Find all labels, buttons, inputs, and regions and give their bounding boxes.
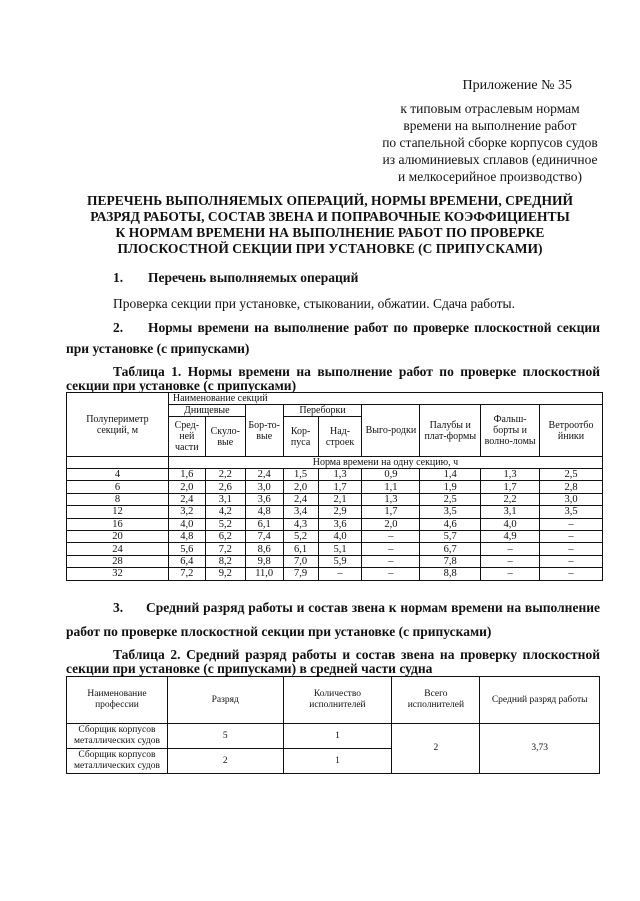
- header-middle: Сред-ней части: [168, 417, 205, 457]
- norm-cell: 8,6: [245, 543, 283, 555]
- crew-table: [66, 676, 600, 774]
- norm-cell: 1,7: [318, 481, 362, 493]
- subtitle-line: к типовым отраслевым нормам: [400, 101, 580, 116]
- header-grade: Разряд: [167, 677, 283, 724]
- norm-cell: 2,4: [245, 469, 283, 481]
- norm-cell: 7,2: [205, 543, 245, 555]
- norm-cell: 2,1: [318, 493, 362, 505]
- norm-cell: 5,2: [283, 530, 318, 542]
- norm-cell: 5,7: [420, 530, 481, 542]
- norm-cell: –: [318, 568, 362, 580]
- norm-cell: –: [540, 518, 603, 530]
- document-title: [60, 193, 600, 257]
- perimeter-cell: 4: [67, 469, 169, 481]
- norm-cell: 2,4: [283, 493, 318, 505]
- table-row: [67, 555, 603, 567]
- norm-cell: 1,1: [362, 481, 420, 493]
- norm-cell: 2,8: [540, 481, 603, 493]
- subtitle-line: из алюминиевых сплавов (единичное: [382, 152, 598, 167]
- norm-cell: 3,5: [420, 506, 481, 518]
- header-enclosures: Выго-родки: [362, 405, 420, 457]
- norm-cell: 8,8: [420, 568, 481, 580]
- table-row: [67, 543, 603, 555]
- table-row: [67, 518, 603, 530]
- section1-number: 1.: [113, 270, 124, 285]
- perimeter-cell: 32: [67, 568, 169, 580]
- norm-cell: 4,8: [245, 506, 283, 518]
- perimeter-cell: 24: [67, 543, 169, 555]
- header-bottom: Днищевые: [168, 405, 245, 417]
- header-avg-grade: Средний разряд работы: [480, 677, 600, 724]
- profession-cell: Сборщик корпусов металлических судов: [67, 724, 168, 749]
- table-row: [67, 568, 603, 580]
- norm-cell: 1,5: [283, 469, 318, 481]
- grade-cell: 2: [167, 749, 283, 774]
- subtitle-line: и мелкосерийное производство): [398, 169, 582, 184]
- norms-table: [66, 392, 603, 581]
- section3-heading: Средний разряд работы и состав звена к нормам времени на выполнение: [146, 600, 600, 615]
- norm-cell: 6,7: [420, 543, 481, 555]
- norm-cell: 3,6: [245, 493, 283, 505]
- header-bilge: Скуло-вые: [205, 417, 245, 457]
- norm-cell: 4,2: [205, 506, 245, 518]
- norm-cell: 3,0: [245, 481, 283, 493]
- header-profession: Наименование профессии: [67, 677, 168, 724]
- norm-cell: 3,1: [205, 493, 245, 505]
- header-count: Количество исполнителей: [283, 677, 392, 724]
- perimeter-cell: 8: [67, 493, 169, 505]
- norm-cell: –: [481, 543, 540, 555]
- subtitle-line: по стапельной сборке корпусов судов: [382, 135, 598, 150]
- norm-cell: 2,0: [362, 518, 420, 530]
- norm-cell: 6,4: [168, 555, 205, 567]
- table-row: [67, 493, 603, 505]
- norm-cell: 1,3: [318, 469, 362, 481]
- norm-cell: 1,3: [362, 493, 420, 505]
- norm-cell: 11,0: [245, 568, 283, 580]
- norm-cell: 6,2: [205, 530, 245, 542]
- header-decks: Палубы и плат-формы: [420, 405, 481, 457]
- norm-cell: 4,8: [168, 530, 205, 542]
- norm-cell: 1,7: [362, 506, 420, 518]
- norm-cell: 1,7: [481, 481, 540, 493]
- norm-cell: 5,2: [205, 518, 245, 530]
- table2-caption: Таблица 2. Средний разряд работы и состав звена на проверку плоскостной: [113, 647, 600, 662]
- norm-cell: –: [362, 543, 420, 555]
- header-perimeter: Полупериметр секций, м: [67, 393, 169, 457]
- table1-caption: Таблица 1. Нормы времени на выполнение работ по проверке плоскостной: [113, 364, 600, 379]
- norm-cell: 2,2: [481, 493, 540, 505]
- norm-cell: 2,5: [420, 493, 481, 505]
- norm-cell: 2,6: [205, 481, 245, 493]
- norm-cell: –: [362, 568, 420, 580]
- norm-cell: 2,4: [168, 493, 205, 505]
- norm-cell: 3,6: [318, 518, 362, 530]
- perimeter-cell: 28: [67, 555, 169, 567]
- header-section-names: Наименование секций: [168, 393, 602, 405]
- section3-number: 3.: [113, 600, 124, 615]
- norm-cell: –: [481, 555, 540, 567]
- total-cell: 2: [392, 724, 480, 774]
- perimeter-cell: 6: [67, 481, 169, 493]
- title-line: ПЛОСКОСТНОЙ СЕКЦИИ ПРИ УСТАНОВКЕ (С ПРИПУСКАМИ): [117, 241, 543, 256]
- norm-cell: 9,2: [205, 568, 245, 580]
- norm-cell: 2,5: [540, 469, 603, 481]
- norm-cell: 1,9: [420, 481, 481, 493]
- header-windscreens: Ветроотбо йники: [540, 405, 603, 457]
- norm-cell: 3,0: [540, 493, 603, 505]
- norm-cell: –: [540, 555, 603, 567]
- norm-cell: 2,2: [205, 469, 245, 481]
- title-line: К НОРМАМ ВРЕМЕНИ НА ВЫПОЛНЕНИЕ РАБОТ ПО ПРОВЕРКЕ: [115, 225, 545, 240]
- profession-cell: Сборщик корпусов металлических судов: [67, 749, 168, 774]
- appendix-number: Приложение № 35: [462, 78, 572, 93]
- table-row: [67, 530, 603, 542]
- norm-cell: 0,9: [362, 469, 420, 481]
- section1-heading: Перечень выполняемых операций: [148, 270, 359, 285]
- perimeter-cell: 12: [67, 506, 169, 518]
- norm-cell: 4,3: [283, 518, 318, 530]
- norm-cell: –: [481, 568, 540, 580]
- table-row: [67, 724, 600, 749]
- norm-cell: 7,9: [283, 568, 318, 580]
- table-row: [67, 481, 603, 493]
- norm-cell: 3,5: [540, 506, 603, 518]
- section1-text: Проверка секции при установке, стыковании, обжатии. Сдача работы.: [113, 296, 516, 311]
- norm-cell: 4,0: [481, 518, 540, 530]
- header-total: Всего исполнителей: [392, 677, 480, 724]
- grade-cell: 5: [167, 724, 283, 749]
- norm-cell: 1,4: [420, 469, 481, 481]
- perimeter-cell: 20: [67, 530, 169, 542]
- title-line: ПЕРЕЧЕНЬ ВЫПОЛНЯЕМЫХ ОПЕРАЦИЙ, НОРМЫ ВРЕМЕНИ, СРЕДНИЙ: [87, 193, 573, 208]
- norm-cell: 9,8: [245, 555, 283, 567]
- norm-cell: 8,2: [205, 555, 245, 567]
- norm-cell: 2,0: [168, 481, 205, 493]
- section2-number: 2.: [113, 320, 124, 335]
- norm-cell: –: [540, 543, 603, 555]
- norm-cell: 1,3: [481, 469, 540, 481]
- norm-cell: 6,1: [283, 543, 318, 555]
- norm-cell: 3,4: [283, 506, 318, 518]
- section2-heading-cont: при установке (с припусками): [66, 341, 250, 356]
- section2-heading: Нормы времени на выполнение работ по проверке плоскостной секции: [148, 320, 600, 335]
- norm-cell: 5,6: [168, 543, 205, 555]
- table-row: [67, 469, 603, 481]
- appendix-subtitle: [372, 100, 608, 185]
- norm-cell: 5,9: [318, 555, 362, 567]
- norm-cell: –: [540, 568, 603, 580]
- norm-cell: –: [362, 555, 420, 567]
- count-cell: 1: [283, 724, 392, 749]
- norm-cell: 4,0: [318, 530, 362, 542]
- norm-cell: 7,4: [245, 530, 283, 542]
- norm-cell: 7,0: [283, 555, 318, 567]
- header-hull: Кор-пуса: [283, 417, 318, 457]
- norm-cell: 2,9: [318, 506, 362, 518]
- table2-caption-cont: секции при установке (с припусками) в средней части судна: [66, 661, 433, 676]
- norm-cell: 4,6: [420, 518, 481, 530]
- norm-cell: –: [362, 530, 420, 542]
- section3-heading-cont: работ по проверке плоскостной секции при установке (с припусками): [66, 624, 492, 639]
- subtitle-line: времени на выполнение работ: [403, 118, 577, 133]
- table1-caption-cont: секции при установке (с припусками): [66, 378, 297, 393]
- header-side: Бор-то-вые: [245, 405, 283, 457]
- norm-cell: 6,1: [245, 518, 283, 530]
- norm-cell: 3,2: [168, 506, 205, 518]
- header-bulwarks: Фальш-борты и волно-ломы: [481, 405, 540, 457]
- norm-cell: 2,0: [283, 481, 318, 493]
- avg-grade-cell: 3,73: [480, 724, 600, 774]
- norm-cell: 4,0: [168, 518, 205, 530]
- norm-cell: 7,8: [420, 555, 481, 567]
- count-cell: 1: [283, 749, 392, 774]
- norm-cell: 4,9: [481, 530, 540, 542]
- title-line: РАЗРЯД РАБОТЫ, СОСТАВ ЗВЕНА И ПОПРАВОЧНЫЕ КОЭФФИЦИЕНТЫ: [90, 209, 570, 224]
- norm-cell: 1,6: [168, 469, 205, 481]
- table-row: [67, 506, 603, 518]
- norm-cell: –: [540, 530, 603, 542]
- header-superstructure: Над-строек: [318, 417, 362, 457]
- header-norm: Норма времени на одну секцию, ч: [168, 457, 602, 469]
- norm-cell: 3,1: [481, 506, 540, 518]
- norm-cell: 7,2: [168, 568, 205, 580]
- perimeter-cell: 16: [67, 518, 169, 530]
- header-bulkheads: Переборки: [283, 405, 362, 417]
- norm-cell: 5,1: [318, 543, 362, 555]
